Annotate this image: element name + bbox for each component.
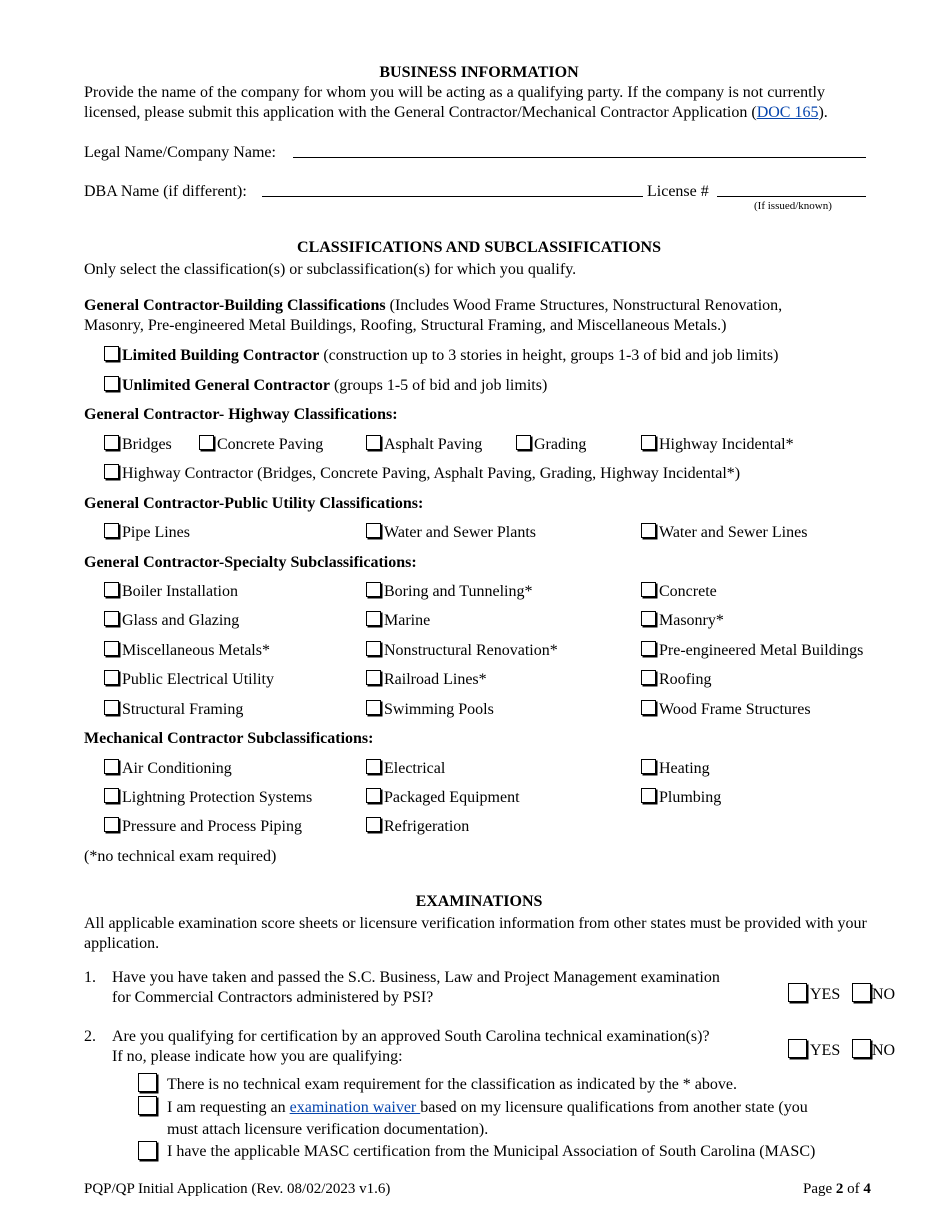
checkbox[interactable] xyxy=(366,788,381,803)
specialty-option[interactable] xyxy=(366,582,532,602)
option-label: Boiler Installation xyxy=(122,583,238,600)
option-label: Pre-engineered Metal Buildings xyxy=(659,642,864,659)
no-exam-requirement-label: There is no technical exam requirement for the classification as indicated by the * above. xyxy=(167,1076,737,1093)
form-id: PQP/QP Initial Application (Rev. 08/02/2023 v1.6) xyxy=(84,1181,391,1197)
page-current: 2 xyxy=(835,1181,844,1197)
checkbox[interactable] xyxy=(641,582,656,597)
option-label: Highway Incidental* xyxy=(659,436,794,453)
highway-contractor-option[interactable] xyxy=(104,464,740,484)
q2-text-line1: Are you qualifying for certification by an approved South Carolina technical examination(s)? xyxy=(112,1028,710,1045)
specialty-option[interactable] xyxy=(104,670,274,690)
examinations-intro: All applicable examination score sheets or licensure verification information from other states must be provided with your application. xyxy=(84,915,867,952)
business-intro-text: Provide the name of the company for whom you will be acting as a qualifying party. If the company is not currently licensed, please submit this application with the General Contractor/Mechanical Contractor Application ( xyxy=(84,84,825,121)
license-label: License # xyxy=(647,183,709,200)
option-label: Concrete Paving xyxy=(217,436,324,453)
option-label: Highway Contractor (Bridges, Concrete Paving, Asphalt Paving, Grading, Highway Incidental*) xyxy=(122,465,741,482)
option-label: Air Conditioning xyxy=(122,760,232,777)
option-label: Concrete xyxy=(659,583,717,600)
option-label: Railroad Lines* xyxy=(384,671,487,688)
option-label: Marine xyxy=(384,612,431,629)
waiver-text-before: I am requesting an xyxy=(167,1099,290,1116)
checkbox[interactable] xyxy=(516,435,531,450)
yes-label: YES xyxy=(810,1042,841,1059)
no-exam-note: (*no technical exam required) xyxy=(84,848,277,865)
highway-option[interactable] xyxy=(366,435,482,455)
mechanical-option[interactable] xyxy=(641,788,721,808)
q2-text-line2: If no, please indicate how you are qualifying: xyxy=(112,1048,403,1065)
checkbox[interactable] xyxy=(366,641,381,656)
examination-waiver-link[interactable]: examination waiver xyxy=(289,1099,421,1116)
q2-no-option[interactable] xyxy=(852,1039,895,1061)
doc165-link[interactable]: DOC 165 xyxy=(756,104,819,121)
specialty-option[interactable] xyxy=(641,641,863,661)
waiver-text-after: based on my licensure qualifications from another state (you xyxy=(420,1099,808,1116)
option-label: Plumbing xyxy=(659,789,722,806)
option-label: Grading xyxy=(534,436,587,453)
checkbox[interactable] xyxy=(641,435,656,450)
specialty-option[interactable] xyxy=(641,700,811,720)
specialty-option[interactable] xyxy=(366,670,487,690)
checkbox[interactable] xyxy=(641,611,656,626)
option-label: Roofing xyxy=(659,671,712,688)
mechanical-option[interactable] xyxy=(104,817,302,837)
exam-waiver-checkbox[interactable] xyxy=(138,1096,157,1115)
limited-desc: (construction up to 3 stories in height, groups 1-3 of bid and job limits) xyxy=(319,347,779,364)
specialty-title: General Contractor-Specialty Subclassifications: xyxy=(84,554,417,571)
no-exam-requirement-checkbox[interactable] xyxy=(138,1073,157,1092)
page-of: of xyxy=(843,1181,864,1197)
masc-certification-label: I have the applicable MASC certification from the Municipal Association of South Carolina (MASC) xyxy=(167,1143,816,1160)
exam-waiver-label xyxy=(167,1098,808,1118)
checkbox[interactable] xyxy=(104,670,119,685)
option-label: Electrical xyxy=(384,760,446,777)
option-label: Bridges xyxy=(122,436,172,453)
option-label: Asphalt Paving xyxy=(384,436,483,453)
mechanical-option[interactable] xyxy=(104,759,232,779)
checkbox[interactable] xyxy=(366,582,381,597)
checkbox[interactable] xyxy=(104,611,119,626)
business-intro-end: ). xyxy=(818,104,828,121)
option-label: Lightning Protection Systems xyxy=(122,789,313,806)
q1-no-checkbox[interactable] xyxy=(852,983,871,1002)
legal-name-field[interactable] xyxy=(293,157,866,158)
limited-building-option[interactable] xyxy=(104,346,778,366)
mechanical-option[interactable] xyxy=(641,759,710,779)
checkbox[interactable] xyxy=(366,700,381,715)
option-label: Wood Frame Structures xyxy=(659,701,811,718)
checkbox[interactable] xyxy=(104,641,119,656)
q2-yes-checkbox[interactable] xyxy=(788,1039,807,1058)
highway-option[interactable] xyxy=(516,435,586,455)
mechanical-option[interactable] xyxy=(366,788,520,808)
building-classifications xyxy=(84,296,844,336)
checkbox[interactable] xyxy=(104,817,119,832)
option-label: Boring and Tunneling* xyxy=(384,583,533,600)
specialty-option[interactable] xyxy=(641,582,717,602)
specialty-option[interactable] xyxy=(104,641,270,661)
q2-no-checkbox[interactable] xyxy=(852,1039,871,1058)
q1-text-line1: Have you have taken and passed the S.C. Business, Law and Project Management examination xyxy=(112,969,720,986)
page-total: 4 xyxy=(863,1181,871,1197)
specialty-option[interactable] xyxy=(104,611,239,631)
option-label: Pressure and Process Piping xyxy=(122,818,302,835)
no-label: NO xyxy=(872,986,896,1003)
checkbox[interactable] xyxy=(366,611,381,626)
checkbox[interactable] xyxy=(366,759,381,774)
checkbox[interactable] xyxy=(104,759,119,774)
highway-title: General Contractor- Highway Classifications: xyxy=(84,406,398,423)
examinations-heading: EXAMINATIONS xyxy=(415,893,543,910)
utility-title: General Contractor-Public Utility Classifications: xyxy=(84,495,424,512)
specialty-option[interactable] xyxy=(104,700,243,720)
license-field[interactable] xyxy=(717,196,866,197)
checkbox[interactable] xyxy=(104,788,119,803)
specialty-option[interactable] xyxy=(366,641,558,661)
option-label: Heating xyxy=(659,760,710,777)
page-word: Page xyxy=(803,1181,836,1197)
checkbox[interactable] xyxy=(104,435,119,450)
classifications-instruction: Only select the classification(s) or subclassification(s) for which you qualify. xyxy=(84,261,577,278)
unlimited-general-checkbox[interactable] xyxy=(104,376,119,391)
unlimited-desc: (groups 1-5 of bid and job limits) xyxy=(329,377,548,394)
unlimited-general-option[interactable] xyxy=(104,376,547,396)
option-label: Nonstructural Renovation* xyxy=(384,642,558,659)
specialty-option[interactable] xyxy=(104,582,238,602)
limited-title: Limited Building Contractor xyxy=(122,347,320,364)
building-desc: (Includes Wood Frame Structures, Nonstructural Renovation, Masonry, Pre-engineered Metal Buildings, Roofing, Structural Framing, and Miscellaneous Metals.) xyxy=(84,297,783,334)
specialty-option[interactable] xyxy=(366,611,430,631)
limited-building-checkbox[interactable] xyxy=(104,346,119,361)
checkbox[interactable] xyxy=(641,641,656,656)
dba-label: DBA Name (if different): xyxy=(84,183,247,200)
mechanical-title: Mechanical Contractor Subclassifications: xyxy=(84,730,374,747)
option-label: Swimming Pools xyxy=(384,701,494,718)
option-label: Water and Sewer Lines xyxy=(659,524,808,541)
option-label: Public Electrical Utility xyxy=(122,671,274,688)
checkbox[interactable] xyxy=(104,700,119,715)
page-number xyxy=(803,1179,871,1199)
q1-yes-option[interactable] xyxy=(788,983,840,1005)
license-note: (If issued/known) xyxy=(754,200,832,212)
checkbox[interactable] xyxy=(641,759,656,774)
option-label: Miscellaneous Metals* xyxy=(122,642,270,659)
specialty-option[interactable] xyxy=(641,611,724,631)
option-label: Refrigeration xyxy=(384,818,470,835)
checkbox[interactable] xyxy=(641,788,656,803)
mechanical-option[interactable] xyxy=(366,759,445,779)
yes-label: YES xyxy=(810,986,841,1003)
legal-name-label: Legal Name/Company Name: xyxy=(84,144,276,161)
checkbox[interactable] xyxy=(641,523,656,538)
mechanical-option[interactable] xyxy=(104,788,312,808)
checkbox[interactable] xyxy=(104,523,119,538)
no-label: NO xyxy=(872,1042,896,1059)
specialty-option[interactable] xyxy=(641,670,711,690)
checkbox[interactable] xyxy=(366,435,381,450)
utility-option[interactable] xyxy=(366,523,536,543)
q1-yes-checkbox[interactable] xyxy=(788,983,807,1002)
masc-certification-checkbox[interactable] xyxy=(138,1141,157,1160)
business-heading: BUSINESS INFORMATION xyxy=(379,64,579,81)
checkbox[interactable] xyxy=(199,435,214,450)
q2-number: 2. xyxy=(84,1028,96,1045)
unlimited-title: Unlimited General Contractor xyxy=(122,377,330,394)
utility-option[interactable] xyxy=(641,523,807,543)
option-label: Pipe Lines xyxy=(122,524,190,541)
exam-waiver-label-line2: must attach licensure verification documentation). xyxy=(167,1121,489,1138)
checkbox[interactable] xyxy=(366,817,381,832)
dba-field[interactable] xyxy=(262,196,643,197)
checkbox[interactable] xyxy=(366,670,381,685)
option-label: Glass and Glazing xyxy=(122,612,240,629)
specialty-option[interactable] xyxy=(366,700,494,720)
mechanical-option[interactable] xyxy=(366,817,469,837)
utility-option[interactable] xyxy=(104,523,190,543)
q1-text-line2: for Commercial Contractors administered by PSI? xyxy=(112,989,434,1006)
checkbox[interactable] xyxy=(104,582,119,597)
highway-option[interactable] xyxy=(104,435,172,455)
option-label: Masonry* xyxy=(659,612,724,629)
q1-no-option[interactable] xyxy=(852,983,895,1005)
option-label: Structural Framing xyxy=(122,701,244,718)
business-intro xyxy=(84,83,884,123)
classifications-heading: CLASSIFICATIONS AND SUBCLASSIFICATIONS xyxy=(297,239,661,256)
q2-yes-option[interactable] xyxy=(788,1039,840,1061)
checkbox[interactable] xyxy=(104,464,119,479)
building-title: General Contractor-Building Classifications xyxy=(84,297,386,314)
checkbox[interactable] xyxy=(641,670,656,685)
option-label: Water and Sewer Plants xyxy=(384,524,536,541)
option-label: Packaged Equipment xyxy=(384,789,520,806)
highway-option[interactable] xyxy=(199,435,323,455)
highway-option[interactable] xyxy=(641,435,794,455)
q1-number: 1. xyxy=(84,969,96,986)
checkbox[interactable] xyxy=(641,700,656,715)
checkbox[interactable] xyxy=(366,523,381,538)
